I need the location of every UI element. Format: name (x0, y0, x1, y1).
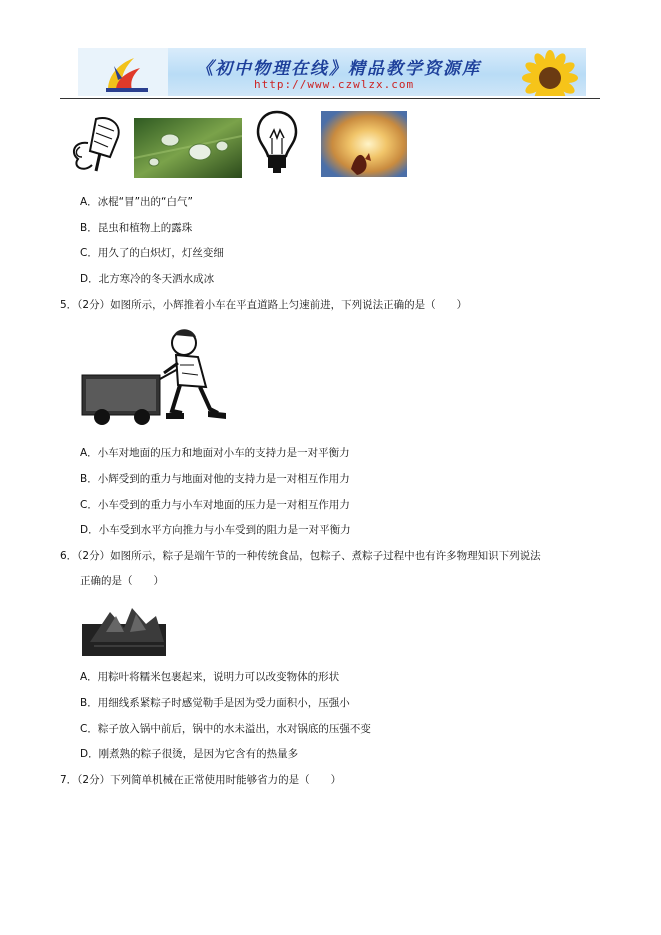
q4-option-a: A．冰棍“冒”出的“白气” (80, 196, 193, 208)
q4-option-b: B．昆虫和植物上的露珠 (80, 222, 193, 234)
q5-option-a: A．小车对地面的压力和地面对小车的支持力是一对平衡力 (80, 447, 350, 459)
frost-sun-image (321, 111, 407, 177)
q5-option-d: D．小车受到水平方向推力与小车受到的阻力是一对平衡力 (80, 524, 351, 536)
q6-option-b: B．用细线系紧粽子时感觉勒手是因为受力面积小，压强小 (80, 697, 350, 709)
q6-option-c: C．粽子放入锅中前后，锅中的水未溢出，水对锅底的压强不变 (80, 723, 371, 735)
ice-cream-steam-image (68, 113, 126, 175)
q5-stem: 5．（2分）如图所示，小辉推着小车在平直道路上匀速前进，下列说法正确的是（ ） (60, 299, 468, 311)
q4-option-d: D．北方寒冷的冬天洒水成冰 (80, 273, 215, 285)
q6-stem-line2: 正确的是（ ） (80, 575, 164, 587)
dew-drops-image (134, 118, 242, 178)
q6-stem-line1: 6．（2分）如图所示，粽子是端午节的一种传统食品，包粽子、煮粽子过程中也有许多物理知识下列说法 (60, 550, 541, 562)
banner-url: http://www.czwlzx.com (254, 78, 415, 91)
q6-option-d: D．刚煮熟的粽子很烫，是因为它含有的热量多 (80, 748, 299, 760)
light-bulb-image (254, 108, 300, 176)
sunflower-icon (514, 48, 586, 96)
q7-stem: 7．（2分）下列简单机械在正常使用时能够省力的是（ ） (60, 774, 342, 786)
logo-icon (78, 48, 168, 96)
q5-option-c: C．小车受到的重力与小车对地面的压力是一对相互作用力 (80, 499, 350, 511)
q4-option-c: C．用久了的白炽灯，灯丝变细 (80, 247, 224, 259)
banner-title: 《初中物理在线》精品教学资源库 (196, 59, 481, 79)
zongzi-image (80, 602, 168, 656)
header-rule (60, 98, 600, 99)
q5-option-b: B．小辉受到的重力与地面对他的支持力是一对相互作用力 (80, 473, 350, 485)
header-banner (78, 48, 586, 96)
boy-pushing-cart-image (78, 325, 234, 429)
q6-option-a: A．用粽叶将糯米包裹起来，说明力可以改变物体的形状 (80, 671, 340, 683)
